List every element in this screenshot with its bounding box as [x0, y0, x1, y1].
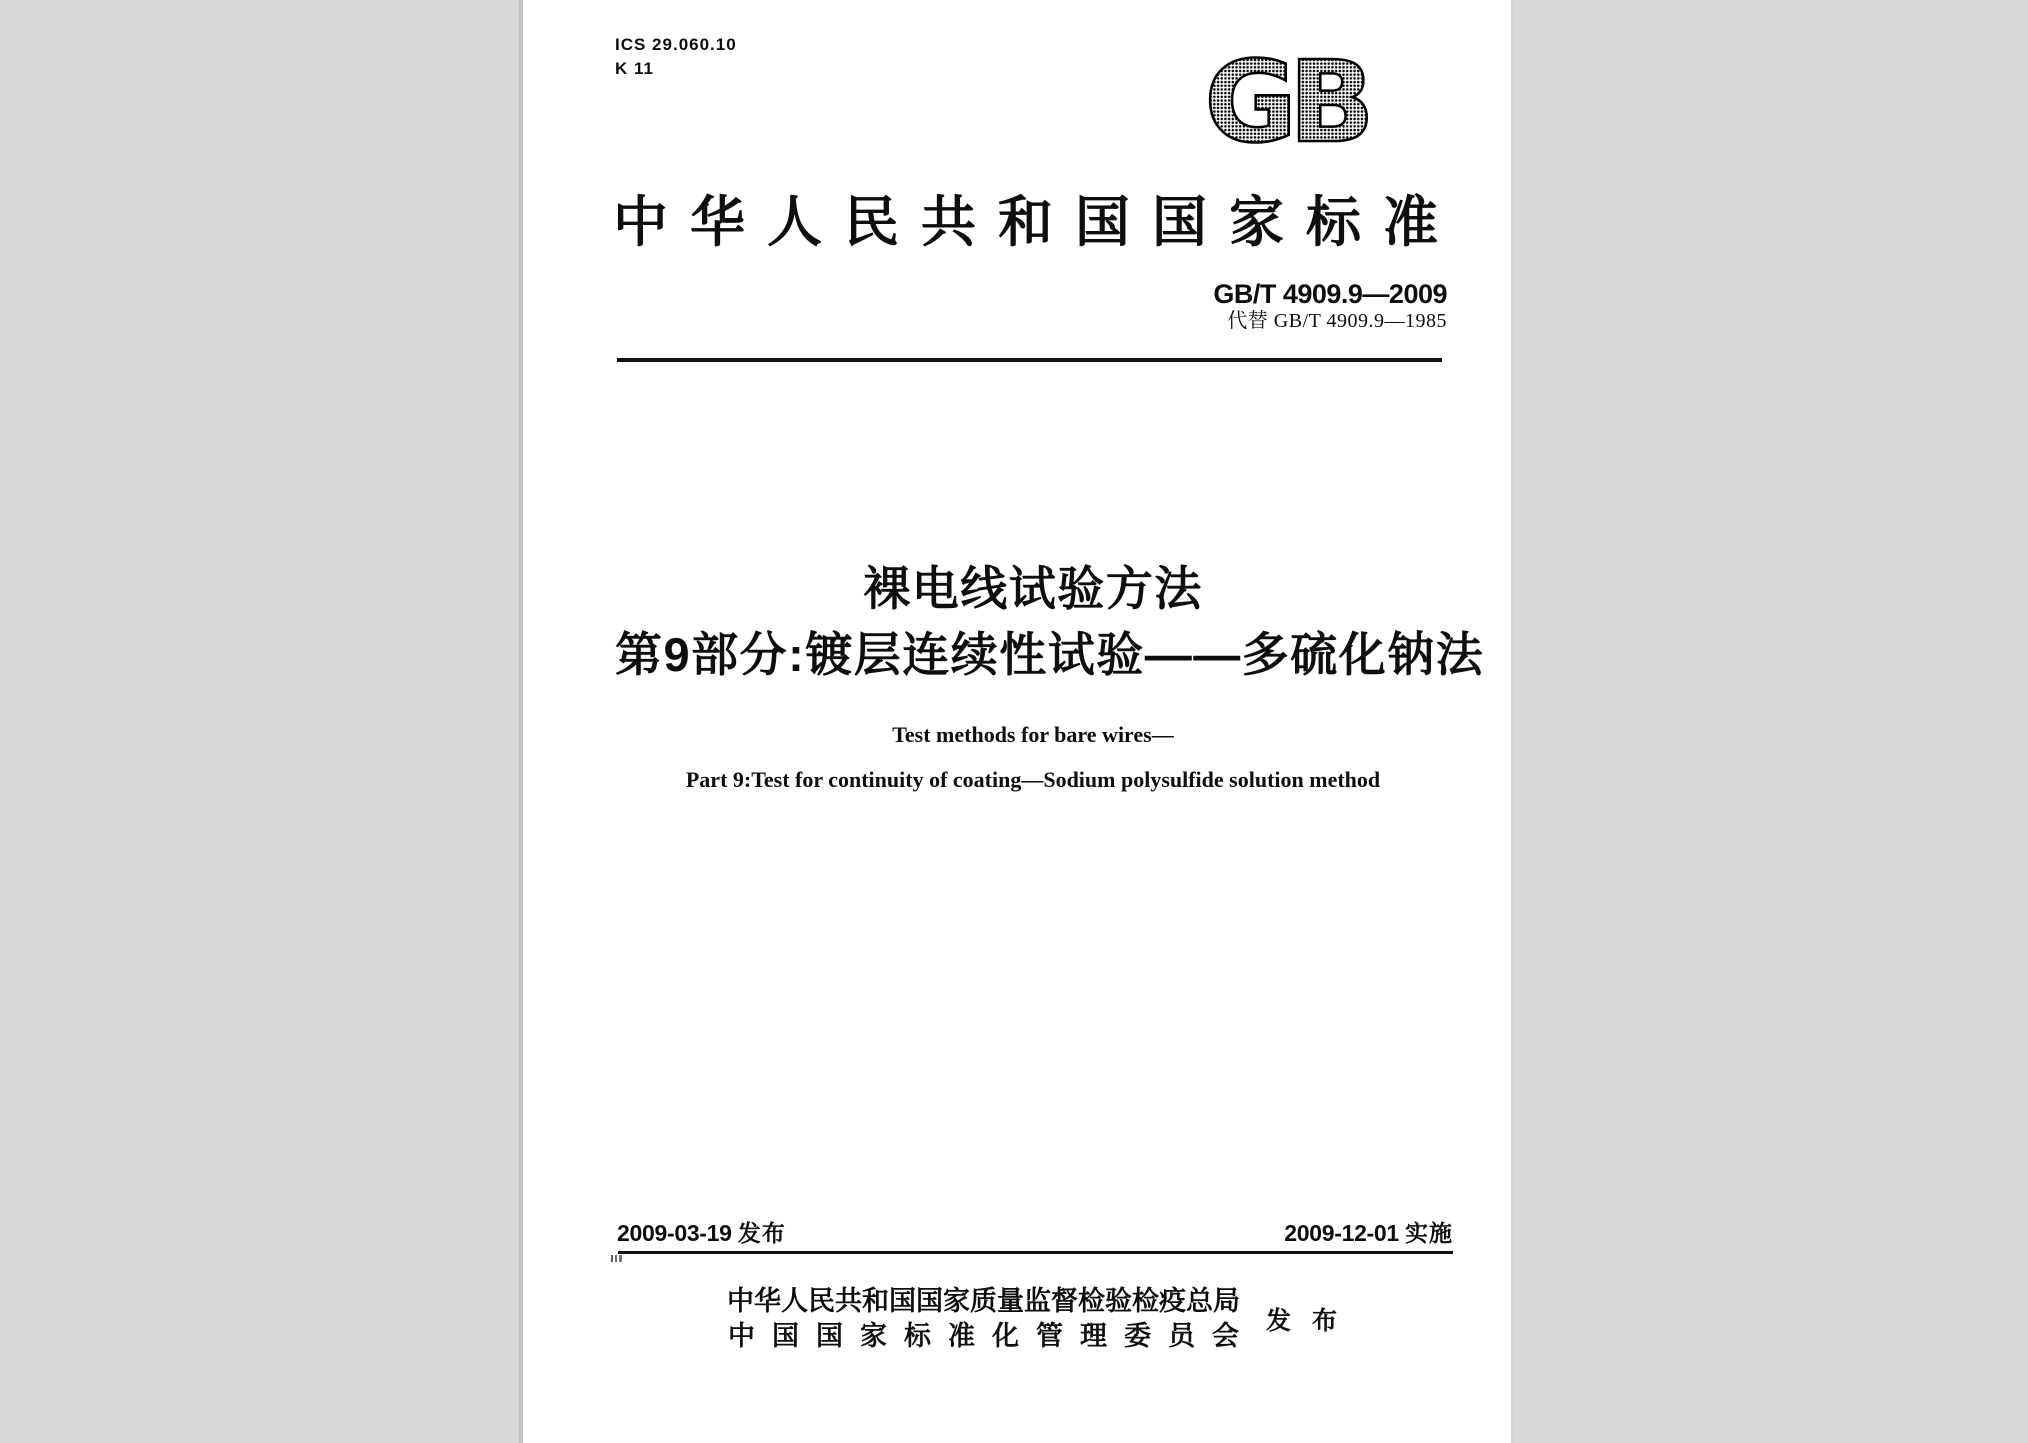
title-en-line1: Test methods for bare wires—	[892, 722, 1174, 747]
gb-logo-icon	[1183, 50, 1388, 158]
title-en-line2: Part 9:Test for continuity of coating—Sodium polysulfide solution method	[685, 767, 1381, 792]
issue-date-label: 发布	[737, 1220, 786, 1246]
gb-logo-text: GB	[1204, 50, 1367, 158]
implement-date-value: 2009-12-01	[1284, 1220, 1399, 1246]
issuers	[727, 1284, 1257, 1354]
header-title: 中华人民共和国国家标准	[613, 192, 1461, 253]
dates-row	[617, 1218, 1453, 1248]
document-page	[523, 0, 1511, 1443]
footer-rule	[618, 1251, 1453, 1254]
title-cn-line2: 第9部分:镀层连续性试验——多硫化钠法	[615, 628, 1485, 681]
implement-date	[1284, 1218, 1453, 1248]
header-rule	[617, 358, 1442, 362]
title-cn-line1: 裸电线试验方法	[863, 562, 1203, 615]
implement-date-label: 实施	[1405, 1220, 1453, 1246]
publish-label: 发 布	[1266, 1307, 1339, 1335]
replaces-note: 代替 GB/T 4909.9—1985	[1227, 310, 1447, 332]
standard-number: GB/T 4909.9—2009	[1213, 279, 1447, 309]
issue-date-value: 2009-03-19	[617, 1220, 732, 1246]
publisher-block	[615, 1284, 1451, 1354]
ics-code: ICS 29.060.10	[615, 35, 737, 54]
scan-artifact	[611, 1255, 622, 1262]
issue-date	[617, 1218, 786, 1248]
classification-code: K 11	[615, 59, 654, 78]
gb-logo-svg	[1183, 50, 1388, 158]
issuer-line2: 中国国家标准化管理委员会	[728, 1321, 1257, 1351]
issuer-line1: 中华人民共和国国家质量监督检验检疫总局	[727, 1286, 1241, 1316]
ics-block	[615, 33, 737, 81]
